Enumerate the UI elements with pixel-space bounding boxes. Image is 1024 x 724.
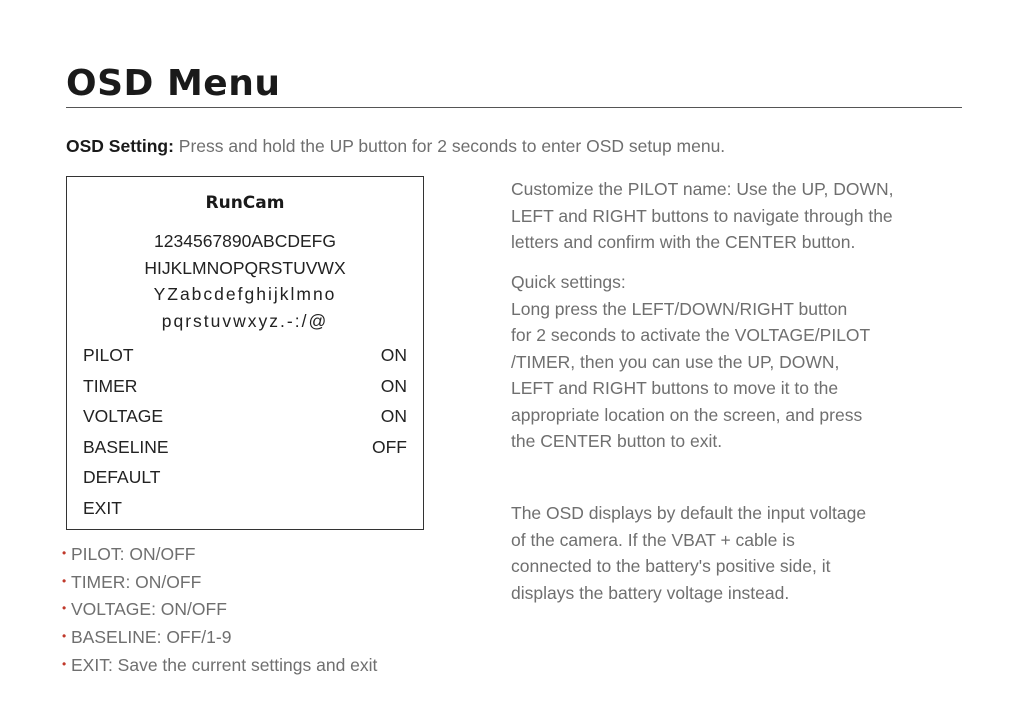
char-line: 1234567890ABCDEFG [154, 231, 336, 251]
bullet-dot-icon: • [62, 546, 67, 561]
osd-screen-mockup [66, 176, 424, 530]
bullet-text: VOLTAGE: ON/OFF [71, 599, 227, 620]
bullet-text: TIMER: ON/OFF [71, 571, 202, 592]
paragraph-line: letters and confirm with the CENTER button. [511, 232, 856, 252]
settings-bullet-list [62, 541, 377, 679]
bullet-text: BASELINE: OFF/1-9 [71, 626, 232, 647]
osd-setting-line [66, 134, 725, 158]
osd-setting-label: OSD Setting: [66, 136, 174, 156]
paragraph-line: LEFT and RIGHT buttons to navigate through the [511, 205, 893, 226]
menu-row-value: ON [380, 375, 407, 396]
bullet-dot-icon: • [62, 573, 67, 588]
page-title: OSD Menu [66, 63, 281, 104]
paragraph-line: Long press the LEFT/DOWN/RIGHT button [511, 298, 848, 319]
quick-settings-paragraph [511, 269, 951, 455]
bullet-dot-icon: • [62, 629, 67, 643]
osd-menu-row-timer [83, 371, 407, 402]
bullet-dot-icon: • [62, 601, 67, 616]
bullet-item [62, 541, 377, 569]
osd-menu-row-exit [83, 493, 407, 524]
paragraph-line: of the camera. If the VBAT + cable is [511, 529, 795, 550]
paragraph-line: Quick settings: [511, 272, 626, 292]
bullet-item [62, 569, 377, 597]
bullet-text: EXIT: Save the current settings and exit [71, 654, 378, 675]
voltage-default-paragraph [511, 500, 951, 606]
paragraph-line: LEFT and RIGHT buttons to move it to the [511, 378, 839, 398]
menu-row-label: EXIT [83, 497, 122, 518]
char-line: HIJKLMNOPQRSTUVWX [144, 257, 346, 278]
osd-menu-row-baseline [83, 432, 407, 463]
paragraph-line: displays the battery voltage instead. [511, 582, 790, 603]
paragraph-line: /TIMER, then you can use the UP, DOWN, [511, 351, 840, 372]
menu-row-label: DEFAULT [83, 467, 161, 488]
paragraph-line: for 2 seconds to activate the VOLTAGE/PILOT [511, 325, 871, 345]
pilot-name-paragraph [511, 176, 951, 256]
bullet-dot-icon: • [62, 656, 67, 671]
menu-row-label: VOLTAGE [83, 406, 164, 427]
paragraph-line: appropriate location on the screen, and press [511, 404, 863, 425]
menu-row-label: BASELINE [83, 436, 169, 457]
bullet-item [62, 652, 377, 680]
bullet-item [62, 624, 377, 652]
char-line: YZabcdefghijklmno [153, 284, 337, 304]
osd-setting-text: Press and hold the UP button for 2 seconds to enter OSD setup menu. [173, 136, 726, 156]
osd-brand-name: RunCam [205, 193, 285, 213]
menu-row-value: OFF [372, 436, 407, 457]
menu-row-value: ON [380, 406, 407, 427]
char-line: pqrstuvwxyz.-:/@ [161, 310, 329, 331]
osd-menu-row-voltage [83, 401, 407, 432]
menu-row-label: TIMER [83, 375, 138, 396]
paragraph-line: the CENTER button to exit. [511, 431, 723, 451]
bullet-text: PILOT: ON/OFF [71, 544, 196, 564]
bullet-item [62, 596, 377, 624]
menu-row-value: ON [380, 345, 407, 365]
paragraph-line: The OSD displays by default the input voltage [511, 503, 867, 523]
osd-menu-row-default [83, 462, 407, 493]
osd-menu-row-pilot [83, 340, 407, 371]
osd-menu-list [83, 340, 407, 524]
menu-row-label: PILOT [83, 345, 134, 365]
osd-character-set [67, 228, 423, 334]
paragraph-line: Customize the PILOT name: Use the UP, DOWN, [511, 179, 894, 199]
title-divider [66, 107, 962, 108]
paragraph-line: connected to the battery's positive side, it [511, 556, 831, 576]
